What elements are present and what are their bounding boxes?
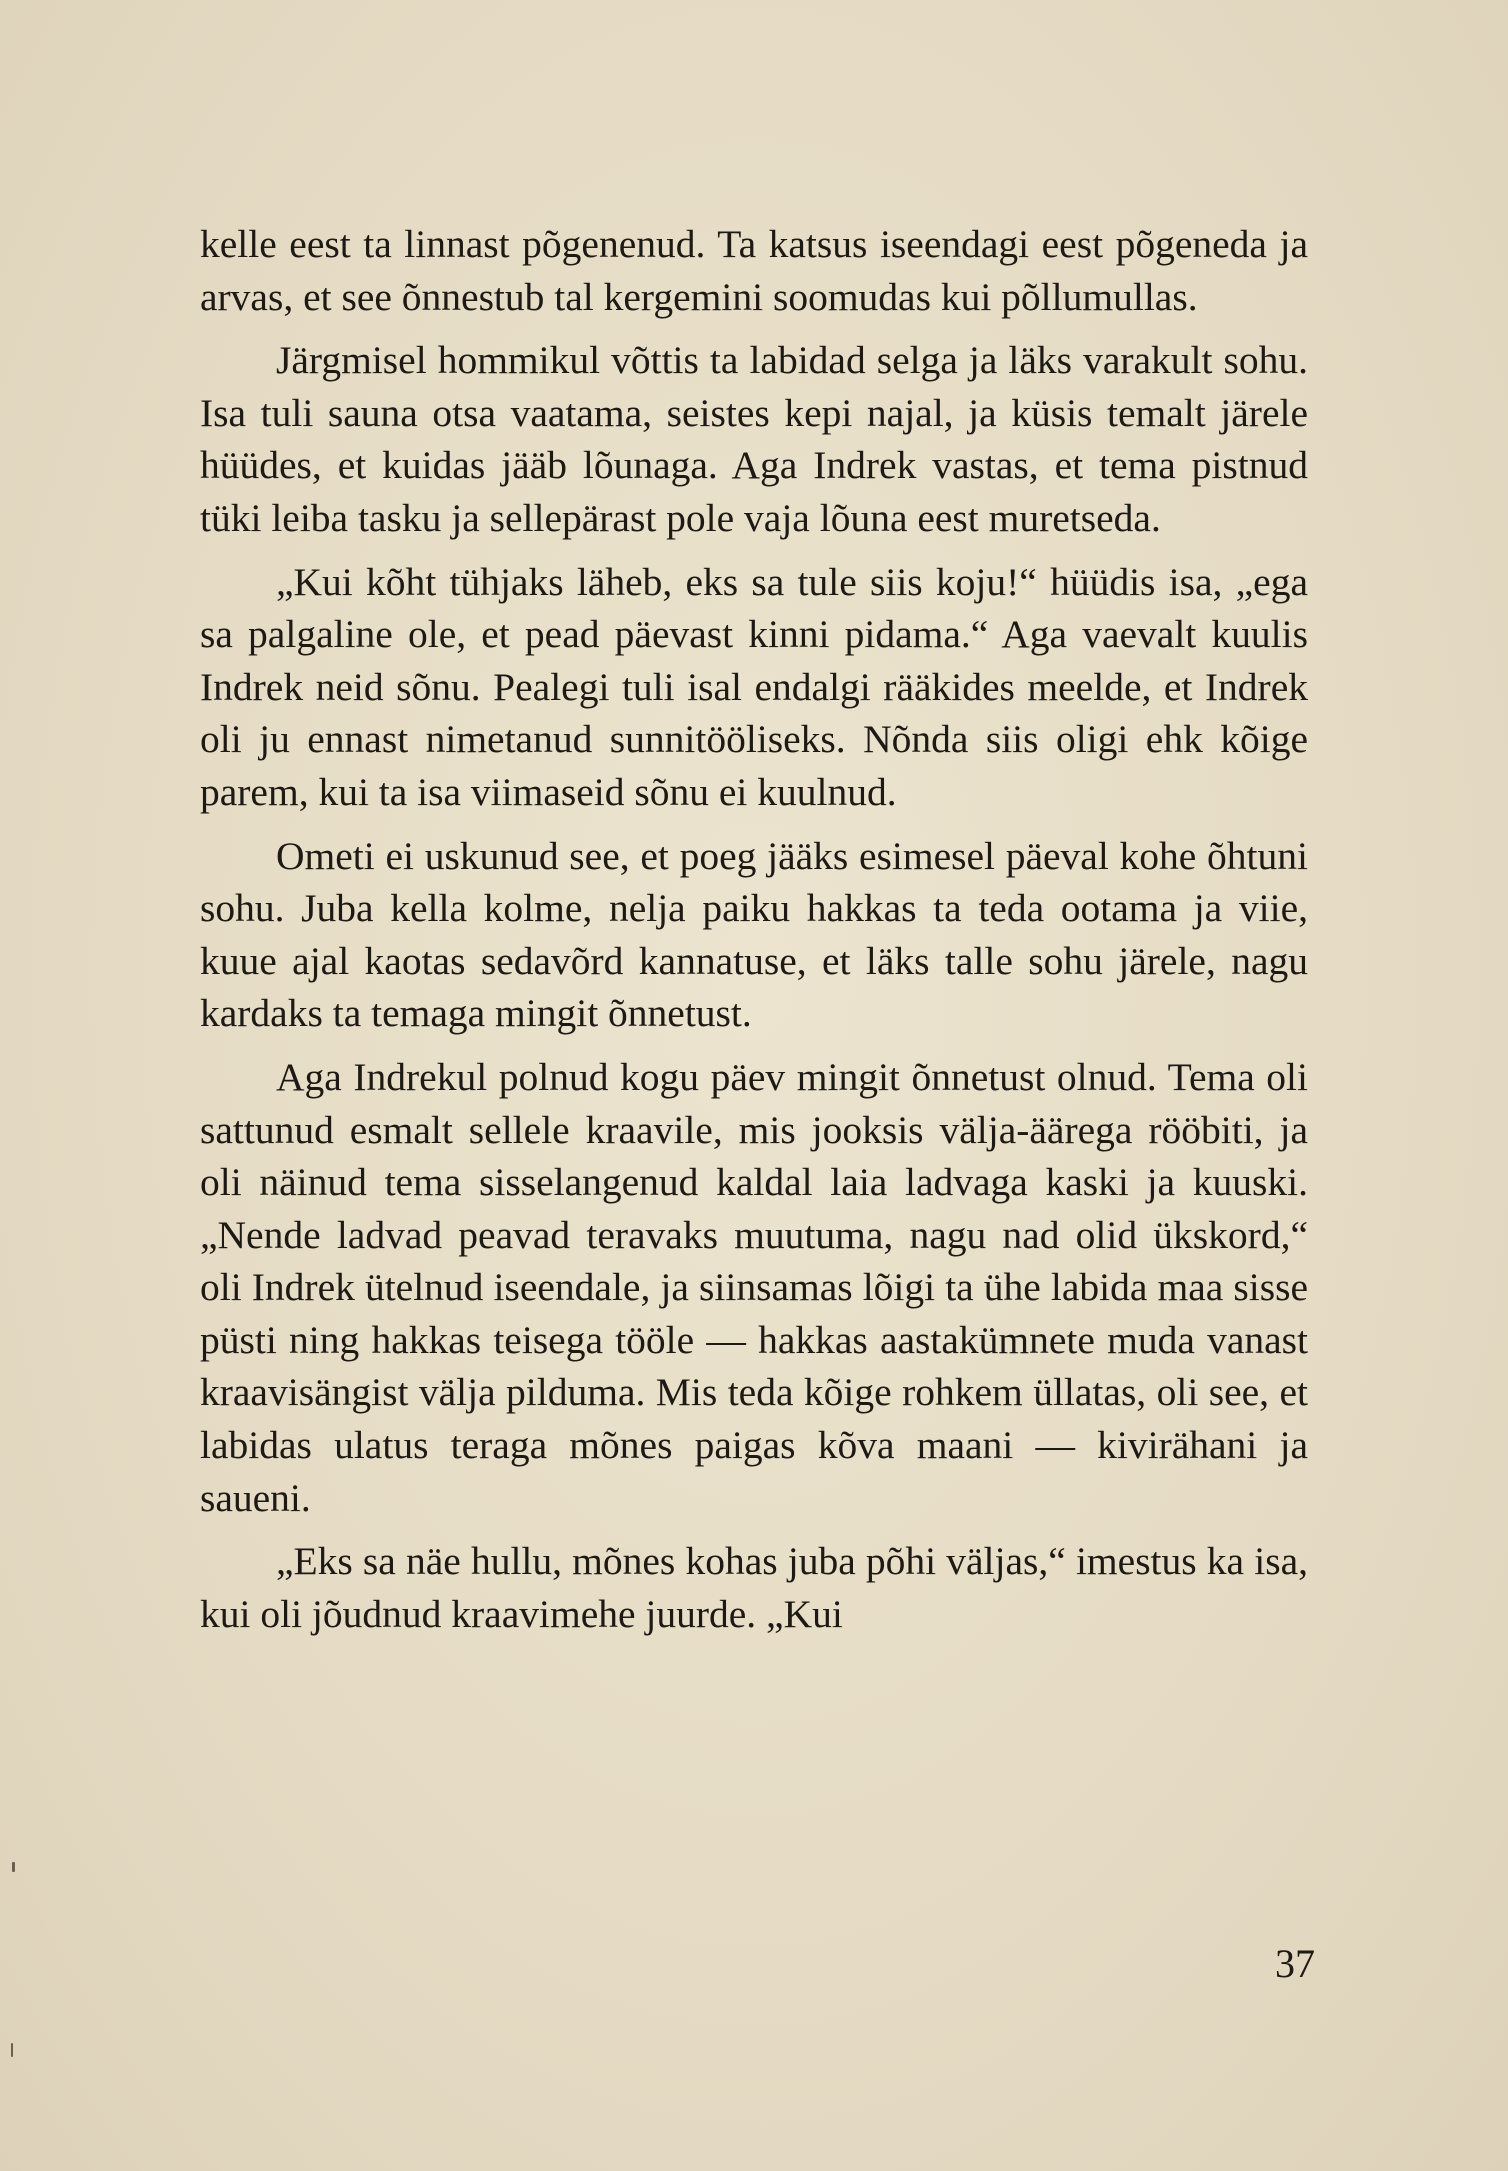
paper-speck	[12, 1862, 15, 1872]
paper-speck	[11, 2043, 13, 2057]
paragraph-4: Ometi ei uskunud see, et poeg jääks esimesel päeval kohe õhtuni sohu. Juba kella kolme, nelja paiku hakkas ta teda ootama ja viie, kuue ajal kaotas sedavõrd kannatuse, et läks talle sohu järele, nagu kardaks ta temaga mingit õnnetust.	[200, 833, 1308, 1036]
paragraph-3: „Kui kõht tühjaks läheb, eks sa tule siis koju!“ hüüdis isa, „ega sa palgaline ole, et pead päevast kinni pidama.“ Aga vaevalt kuulis Indrek neid sõnu. Pealegi tuli isal endalgi rääkides meelde, et Indrek oli ju ennast nimetanud sunnitööliseks. Nõnda siis oligi ehk kõige parem, kui ta isa viimaseid sõnu ei kuulnud.	[200, 559, 1308, 814]
paragraph-1: kelle eest ta linnast põgenenud. Ta katsus iseendagi eest põgeneda ja arvas, et see õnnestub tal kergemini soomudas kui põllumullas.	[200, 222, 1308, 319]
paragraph-2: Järgmisel hommikul võttis ta labidad selga ja läks varakult sohu. Isa tuli sauna otsa vaatama, seistes kepi najal, ja küsis temalt järele hüüdes, et kuidas jääb lõunaga. Aga Indrek vastas, et tema pistnud tüki leiba tasku ja sellepärast pole vaja lõuna eest muretseda.	[200, 338, 1308, 540]
body-text	[200, 218, 1308, 1640]
paragraph-5: Aga Indrekul polnud kogu päev mingit õnnetust olnud. Tema oli sattunud esmalt sellele kraavile, mis jooksis välja-äärega rööbiti, ja oli näinud tema sisselangenud kaldal laia ladvaga kaski ja kuuski. „Nende ladvad peavad teravaks muutuma, nagu nad olid ükskord,“ oli Indrek ütelnud iseendale, ja siinsamas lõigi ta ühe labida maa sisse püsti ning hakkas teisega tööle — hakkas aastakümnete muda vanast kraavisängist välja pilduma. Mis teda kõige rohkem üllatas, oli see, et labidas ulatus teraga mõnes paigas kõva maani — kivirähani ja saueni.	[200, 1054, 1308, 1520]
page-number: 37	[1275, 1941, 1315, 1986]
paragraph-6: „Eks sa näe hullu, mõnes kohas juba põhi väljas,“ imestus ka isa, kui oli jõudnud kraavimehe juurde. „Kui	[200, 1539, 1308, 1636]
